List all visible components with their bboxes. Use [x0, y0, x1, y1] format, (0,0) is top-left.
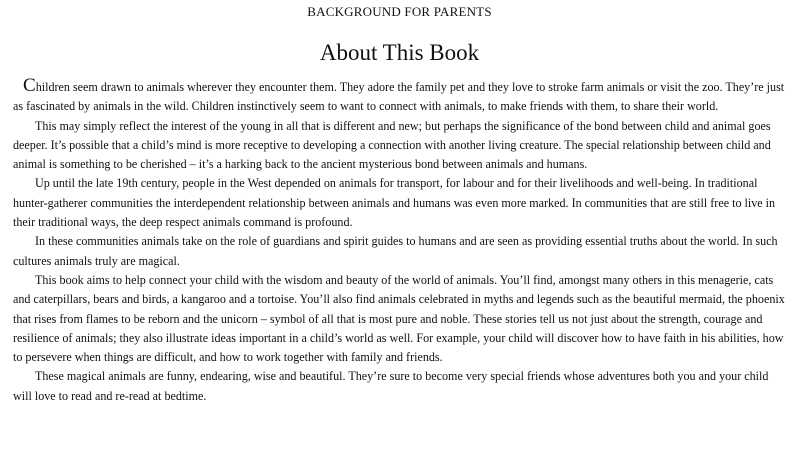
paragraph-1	[13, 75, 786, 117]
drop-cap: C	[23, 75, 36, 96]
body-text	[13, 75, 786, 406]
page-title: About This Book	[319, 40, 480, 65]
paragraph-1-text: hildren seem drawn to animals wherever they encounter them. They adore the family pet and they love to stroke farm animals or visit the zoo. They’re just as fascinated by animals in the wild. Children instinctively seem to want to connect with animals, to make friends with them, to share their world.	[13, 80, 785, 114]
paragraph-5: This book aims to help connect your child with the wisdom and beauty of the world of animals. You’ll find, amongst many others in this menagerie, cats and caterpillars, bears and birds, a kangaroo and a tortoise. You’ll also find animals celebrated in myths and legends such as the beautiful mermaid, the phoenix that rises from flames to be reborn and the unicorn – symbol of all that is most pure and noble. These stories tell us not just about the strength, courage and resilience of animals; they also illustrate ideas important in a child’s world as well. For example, your child will discover how to have faith in his abilities, how to persevere when things are difficult, and how to work together with family and friends.	[13, 272, 785, 365]
paragraph-3: Up until the late 19th century, people in the West depended on animals for transport, for labour and for their livelihoods and well-being. In traditional hunter-gatherer communities the interdependent relationship between animals and humans was even more marked. In communities that are still free to live in their traditional ways, the deep respect animals command is profound.	[13, 176, 776, 230]
paragraph-6: These magical animals are funny, endearing, wise and beautiful. They’re sure to become very special friends whose adventures both you and your child will love to read and re-read at bedtime.	[13, 369, 769, 403]
paragraph-4: In these communities animals take on the role of guardians and spirit guides to humans and are seen as providing essential truths about the world. In such cultures animals truly are magical.	[13, 234, 778, 268]
paragraph-2: This may simply reflect the interest of the young in all that is different and new; but perhaps the significance of the bond between child and animal goes deeper. It’s possible that a child’s mind is more receptive to developing a connection with another living creature. The special relationship between child and animal is something to be cherished – it’s a harking back to the ancient mysterious bond between animals and humans.	[13, 118, 771, 172]
section-header: BACKGROUND FOR PARENTS	[307, 4, 492, 19]
